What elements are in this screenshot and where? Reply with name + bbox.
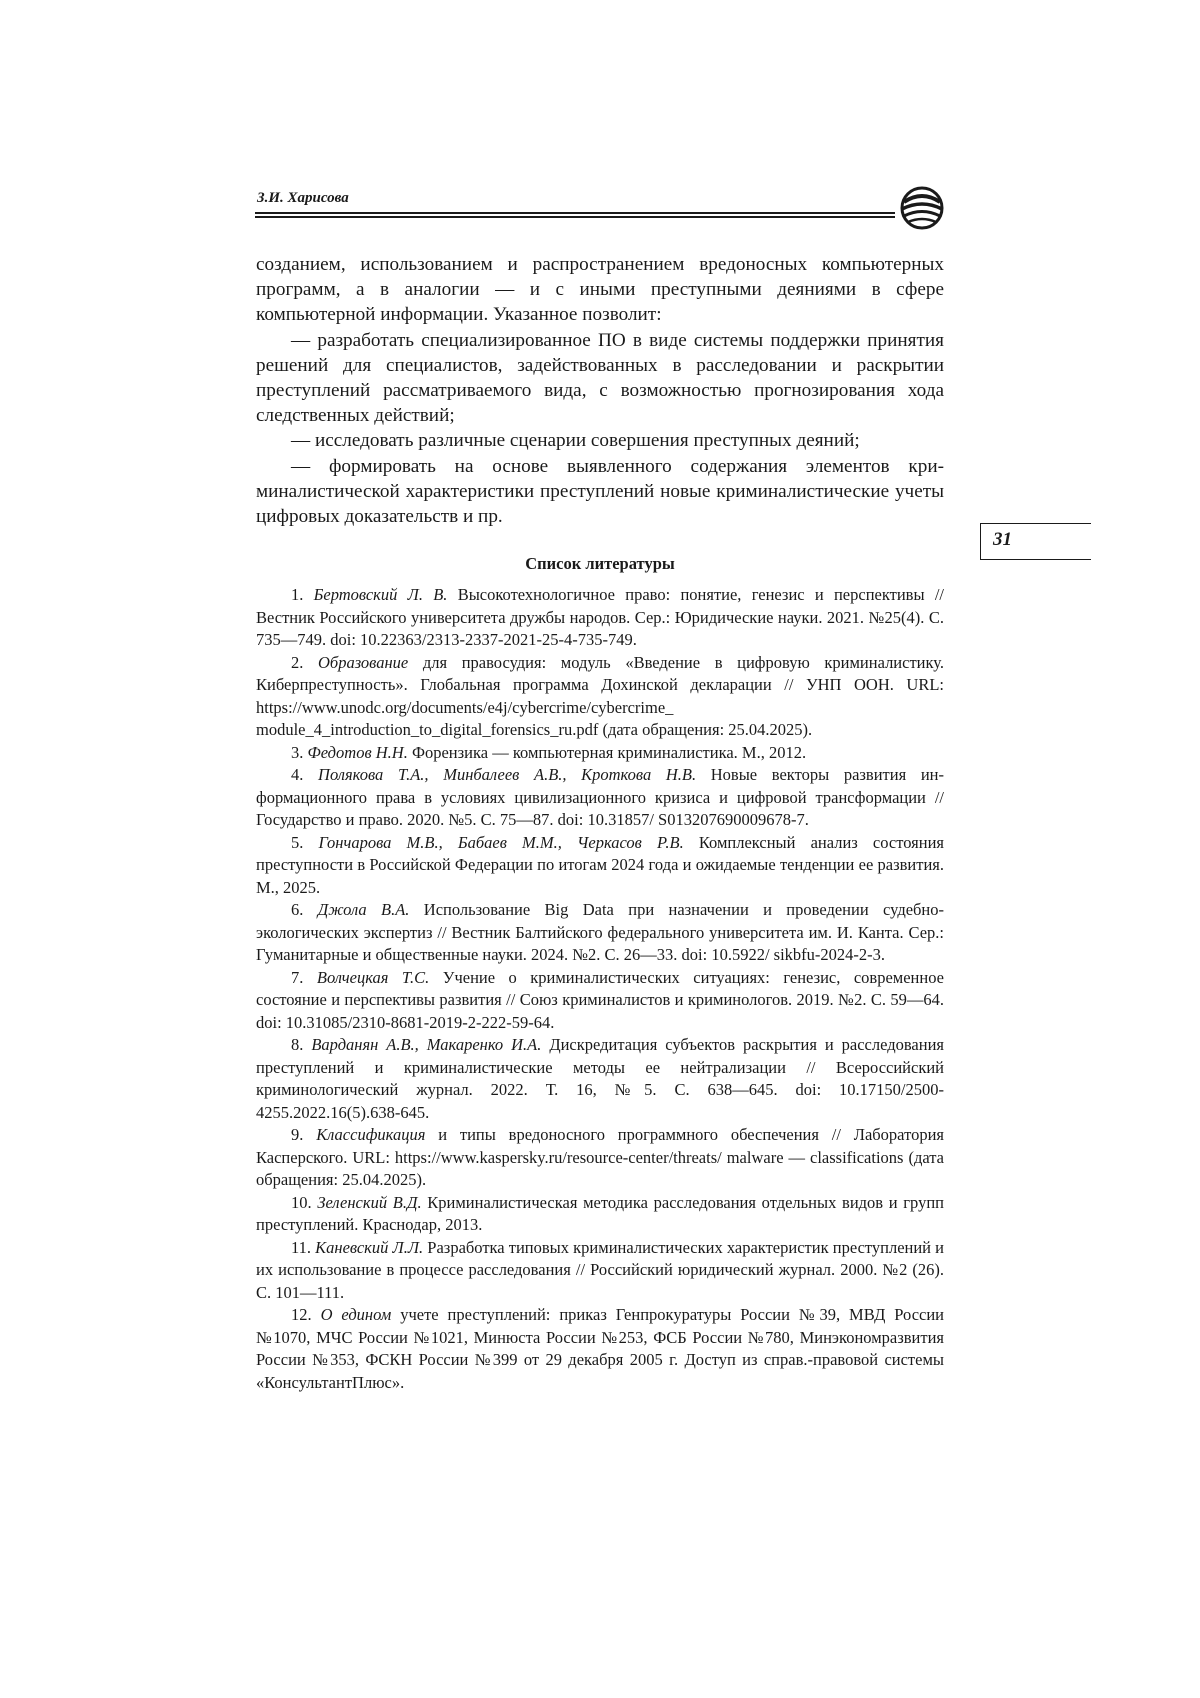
- reference-item: 8. Варданян А.В., Макаренко И.А. Дискредитация субъектов раскрытия и расследования преступлений и криминалистические методы ее нейтрализации // Всероссийский криминологический журнал. 2022. Т. 16, №5. С. 638—645. doi: 10.17150/2500-4255.2022.16(5).638-645.: [256, 1035, 944, 1122]
- reference-item: 4. Полякова Т.А., Минбалеев А.В., Кроткова Н.В. Новые векторы развития информационного права в условиях цивилизационного кризиса и цифровой трансформации // Государство и право. 2020. №5. С. 75—87. doi: 10.31857/ S013207690009678-7.: [256, 765, 944, 829]
- reference-item: 9. Классификация и типы вредоносного программного обеспечения // Лаборатория Касперского. URL: https://www.kaspersky.ru/resource-center/threats/ malware — classifications (дата обращения: 25.04.2025).: [256, 1125, 944, 1189]
- reference-item: 11. Каневский Л.Л. Разработка типовых криминалистических характеристик преступлений и их использование в процессе расследования // Российский юридический журнал. 2000. №2 (26). С. 101—111.: [256, 1237, 944, 1302]
- references-list: [256, 584, 944, 1394]
- bullet-item: — формировать на основе выявленного содержания элементов криминалистической характеристики преступлений новые криминалистические учеты цифровых доказательств и пр.: [256, 455, 944, 528]
- journal-logo-icon: [899, 186, 945, 230]
- reference-item: 6. Джола В.А. Использование Big Data при назначении и проведении судебно-экологических экспертиз // Вестник Балтийского федерального университета им. И. Канта. Сер.: Гуманитарные и общественные науки. 2024. №2. С. 26—33. doi: 10.5922/ sikbfu-2024-2-3.: [256, 900, 945, 964]
- body-text: [256, 252, 944, 529]
- page-number-tab: [980, 523, 1091, 560]
- reference-item: 3. Федотов Н.Н. Форензика — компьютерная криминалистика. М., 2012.: [291, 742, 807, 762]
- reference-item: 5. Гончарова М.В., Бабаев М.М., Черкасов Р.В. Комплексный анализ состояния преступности в Российской Федерации по итогам 2024 года и ожидаемые тенденции ее развития. М., 2025.: [256, 832, 945, 897]
- bullet-item: — исследовать различные сценарии совершения преступных деяний;: [291, 430, 860, 452]
- reference-item: 2. Образование для правосудия: модуль «Введение в цифровую криминалистику. Киберпреступность». Глобальная программа Дохинской декларации // УНП ООН. URL: https://www.unodc.org/documents/e4j/cybercrime/cybercrime_ module_4_introduction_to_digital_forensics_ru.pdf (дата обращения: 25.04.2025).: [256, 652, 944, 739]
- references-title: Список литературы: [525, 554, 675, 573]
- reference-item: 12. О едином учете преступлений: приказ Генпрокуратуры России №39, МВД России №1070, МЧС России №1021, Минюста России №253, ФСБ России №780, Минэкономразвития России №353, ФСКН России №399 от 29 декабря 2005 г. Доступ из справ.-правовой системы «КонсультантПлюс».: [256, 1305, 944, 1392]
- bullet-item: — разработать специализированное ПО в виде системы поддержки принятия решений для специалистов, задействованных в расследовании и раскрытии преступлений рассматриваемого вида, с возможностью прогнозирования хода следственных действий;: [256, 329, 944, 427]
- reference-item: 1. Бертовский Л. В. Высокотехнологичное право: понятие, генезис и перспективы // Вестник Российского университета дружбы народов. Сер.: Юридические науки. 2021. №25(4). С. 735—749. doi: 10.22363/2313-2337-2021-25-4-735-749.: [256, 585, 944, 649]
- header-rule: [255, 212, 895, 214]
- page-number: 31: [993, 529, 1012, 550]
- header-rule-double: [255, 216, 895, 218]
- reference-item: 10. Зеленский В.Д. Криминалистическая методика расследования отдельных видов и групп преступлений. Краснодар, 2013.: [256, 1192, 945, 1234]
- running-header-author: З.И. Харисова: [257, 190, 349, 206]
- reference-item: 7. Волчецкая Т.С. Учение о криминалистических ситуациях: генезис, современное состояние и перспективы развития // Союз криминалистов и криминологов. 2019. №2. С. 59—64. doi: 10.31085/2310-8681-2019-2-222-59-64.: [256, 967, 944, 1032]
- body-paragraph: созданием, использованием и распространением вредоносных компьютерных программ, а в аналогии — и с иными преступными деяниями в сфере компьютерной информации. Указанное позволит:: [256, 254, 944, 326]
- running-header: [255, 190, 945, 230]
